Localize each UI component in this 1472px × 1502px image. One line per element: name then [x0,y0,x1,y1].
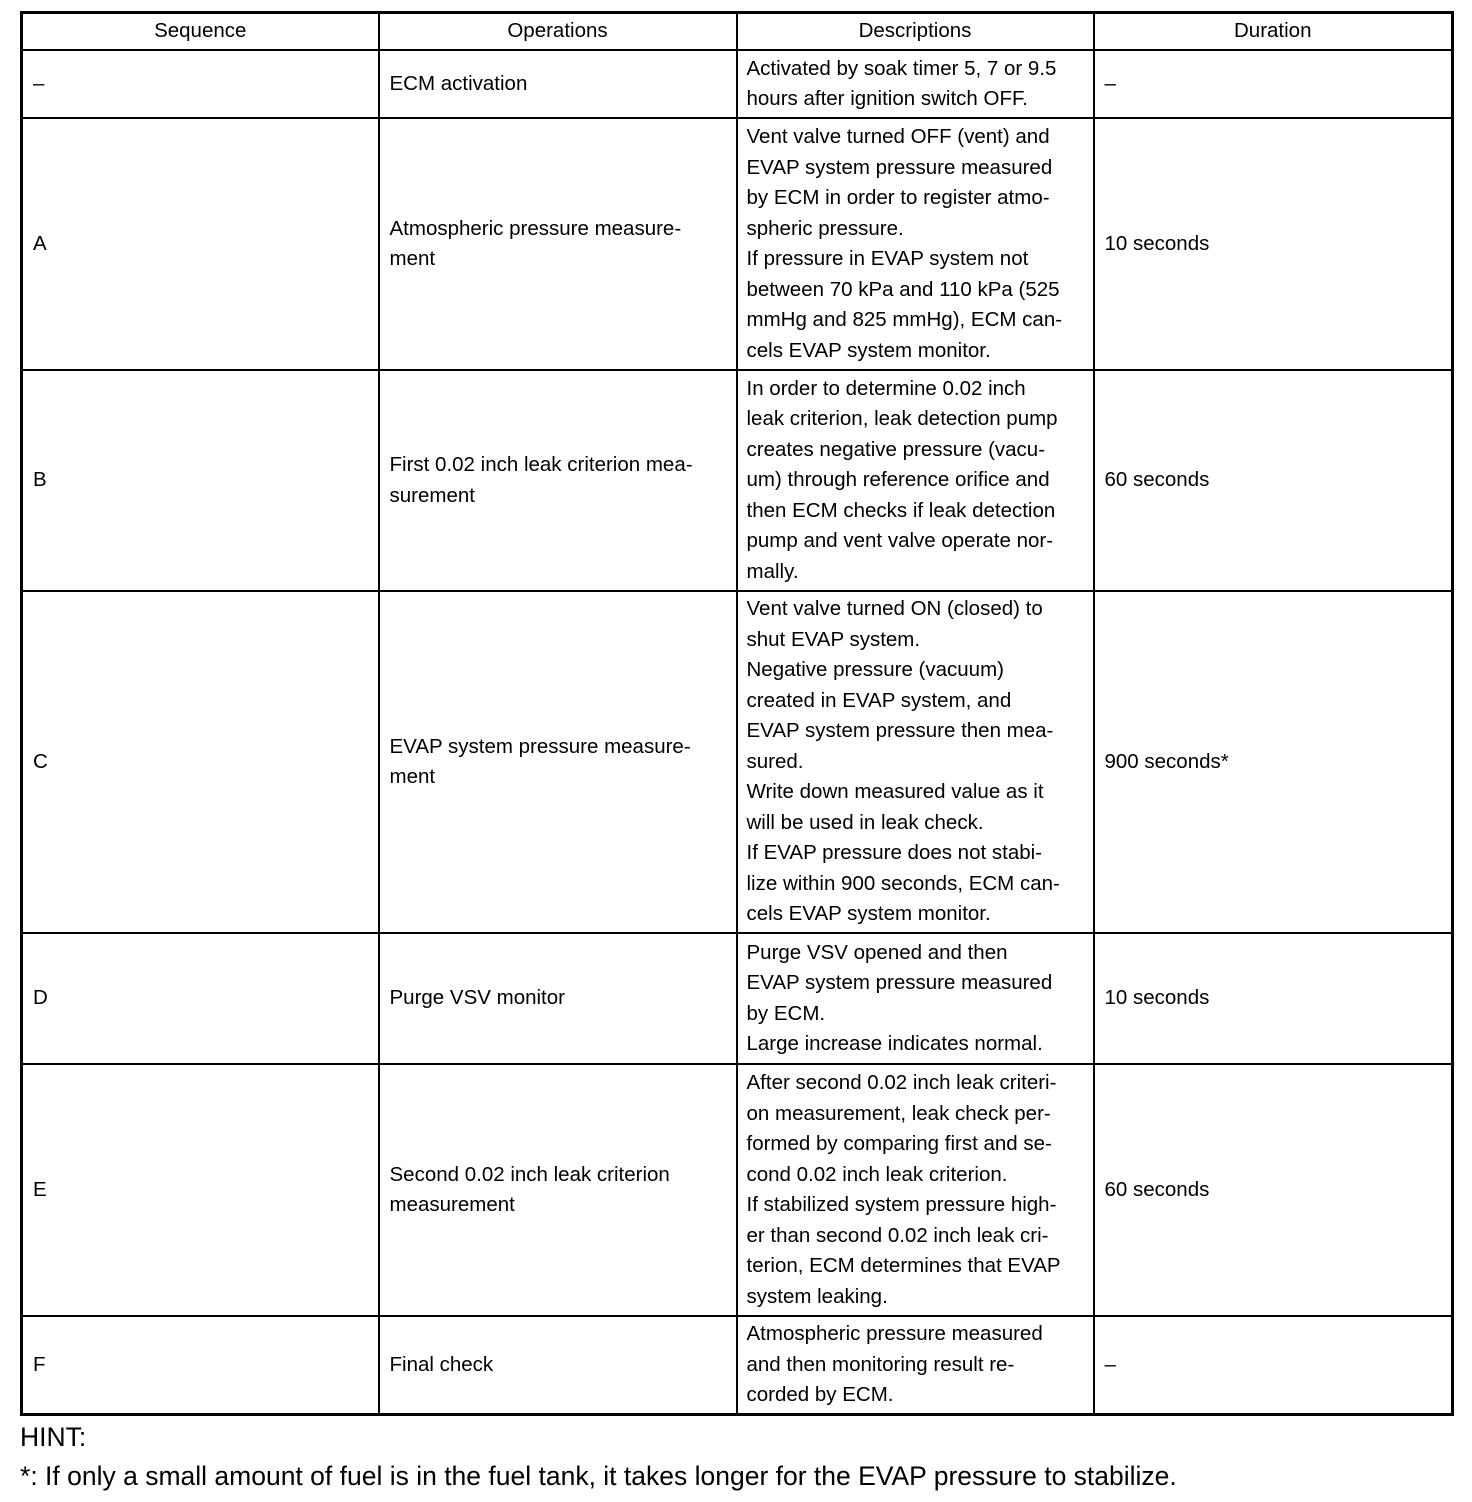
cell-sequence: E [22,1064,379,1316]
description-line: will be used in leak check. [746,810,984,834]
description-line: After second 0.02 inch leak criteri- [746,1071,1057,1094]
table-row [22,591,1453,933]
cell-duration: 900 seconds* [1094,591,1453,933]
description-line: EVAP system pressure then mea- [746,719,1054,743]
cell-operation: First 0.02 inch leak criterion mea- surement [379,370,737,591]
description-line: EVAP system pressure measured [746,971,1053,994]
description-line: If EVAP pressure does not stabi- [746,841,1043,865]
description-line: Activated by soak timer 5, 7 or 9.5 [746,56,1057,80]
description-line: on measurement, leak check per- [746,1101,1051,1125]
description-line: mmHg and 825 mmHg), ECM can- [746,308,1063,331]
cell-description [737,1316,1094,1414]
cell-description [737,1064,1094,1316]
header-operations: Operations [379,13,737,51]
description-line: If pressure in EVAP system not [746,247,1029,270]
table-row [22,50,1453,118]
description-line: spheric pressure. [746,216,904,240]
cell-operation: Atmospheric pressure measure- ment [379,118,737,370]
description-line: shut EVAP system. [746,627,921,651]
description-line: between 70 kPa and 110 kPa (525 [746,277,1060,301]
cell-operation: EVAP system pressure measure- ment [379,591,737,933]
cell-sequence: C [22,591,379,933]
cell-sequence: B [22,370,379,591]
cell-duration: 10 seconds [1094,933,1453,1064]
description-line: cels EVAP system monitor. [746,902,991,926]
cell-duration: 60 seconds [1094,370,1453,591]
cell-sequence: A [22,118,379,370]
description-line: by ECM. [746,1001,826,1025]
description-line: by ECM in order to register atmo- [746,186,1050,209]
description-line: Negative pressure (vacuum) [746,658,1004,682]
hint-title: HINT: [20,1422,87,1452]
cell-operation: Final check [379,1316,737,1414]
description-line: cond 0.02 inch leak criterion. [746,1162,1008,1186]
table-row [22,118,1453,370]
cell-sequence: F [22,1316,379,1414]
description-line: terion, ECM determines that EVAP [746,1254,1061,1277]
description-line: In order to determine 0.02 inch [746,376,1026,400]
description-line: then ECM checks if leak detection [746,498,1056,522]
table-row [22,370,1453,591]
cell-duration: – [1094,50,1453,118]
description-line: lize within 900 seconds, ECM can- [746,871,1060,895]
cell-description [737,933,1094,1064]
cell-description [737,591,1094,933]
description-line: creates negative pressure (vacu- [746,437,1046,461]
description-line: If stabilized system pressure high- [746,1193,1057,1216]
description-line: Write down measured value as it [746,780,1044,804]
description-line: Purge VSV opened and then [746,940,1008,964]
table-row [22,933,1453,1064]
description-line: mally. [746,559,799,583]
description-line: corded by ECM. [746,1383,894,1406]
description-line: system leaking. [746,1284,888,1308]
description-line: sured. [746,749,804,773]
description-line: Vent valve turned OFF (vent) and [746,125,1050,148]
description-line: pump and vent valve operate nor- [746,529,1054,553]
cell-operation: Second 0.02 inch leak criterion measurement [379,1064,737,1316]
table-row [22,1316,1453,1414]
description-line: created in EVAP system, and [746,688,1012,712]
table-header-row [22,13,1453,51]
cell-sequence: D [22,933,379,1064]
description-line: EVAP system pressure measured [746,155,1053,179]
header-sequence: Sequence [22,13,379,51]
table-body [22,50,1453,1414]
description-line: hours after ignition switch OFF. [746,87,1028,110]
description-line: Vent valve turned ON (closed) to [746,597,1043,621]
cell-description [737,370,1094,591]
cell-description [737,50,1094,118]
cell-duration: – [1094,1316,1453,1414]
cell-operation: Purge VSV monitor [379,933,737,1064]
description-line: Large increase indicates normal. [746,1032,1043,1055]
cell-sequence: – [22,50,379,118]
cell-description [737,118,1094,370]
description-line: um) through reference orifice and [746,468,1050,492]
header-descriptions: Descriptions [737,13,1094,51]
table-row [22,1064,1453,1316]
description-line: leak criterion, leak detection pump [746,407,1058,431]
description-line: Atmospheric pressure measured [746,1322,1043,1345]
hint-note: *: If only a small amount of fuel is in the fuel tank, it takes longer for the EVAP pressure to stabilize. [20,1461,1177,1491]
cell-duration: 60 seconds [1094,1064,1453,1316]
evap-monitor-sequence-table [20,11,1454,1416]
cell-duration: 10 seconds [1094,118,1453,370]
description-line: and then monitoring result re- [746,1352,1015,1376]
cell-operation: ECM activation [379,50,737,118]
description-line: formed by comparing first and se- [746,1132,1052,1155]
description-line: er than second 0.02 inch leak cri- [746,1223,1049,1247]
header-duration: Duration [1094,13,1453,51]
description-line: cels EVAP system monitor. [746,338,991,362]
